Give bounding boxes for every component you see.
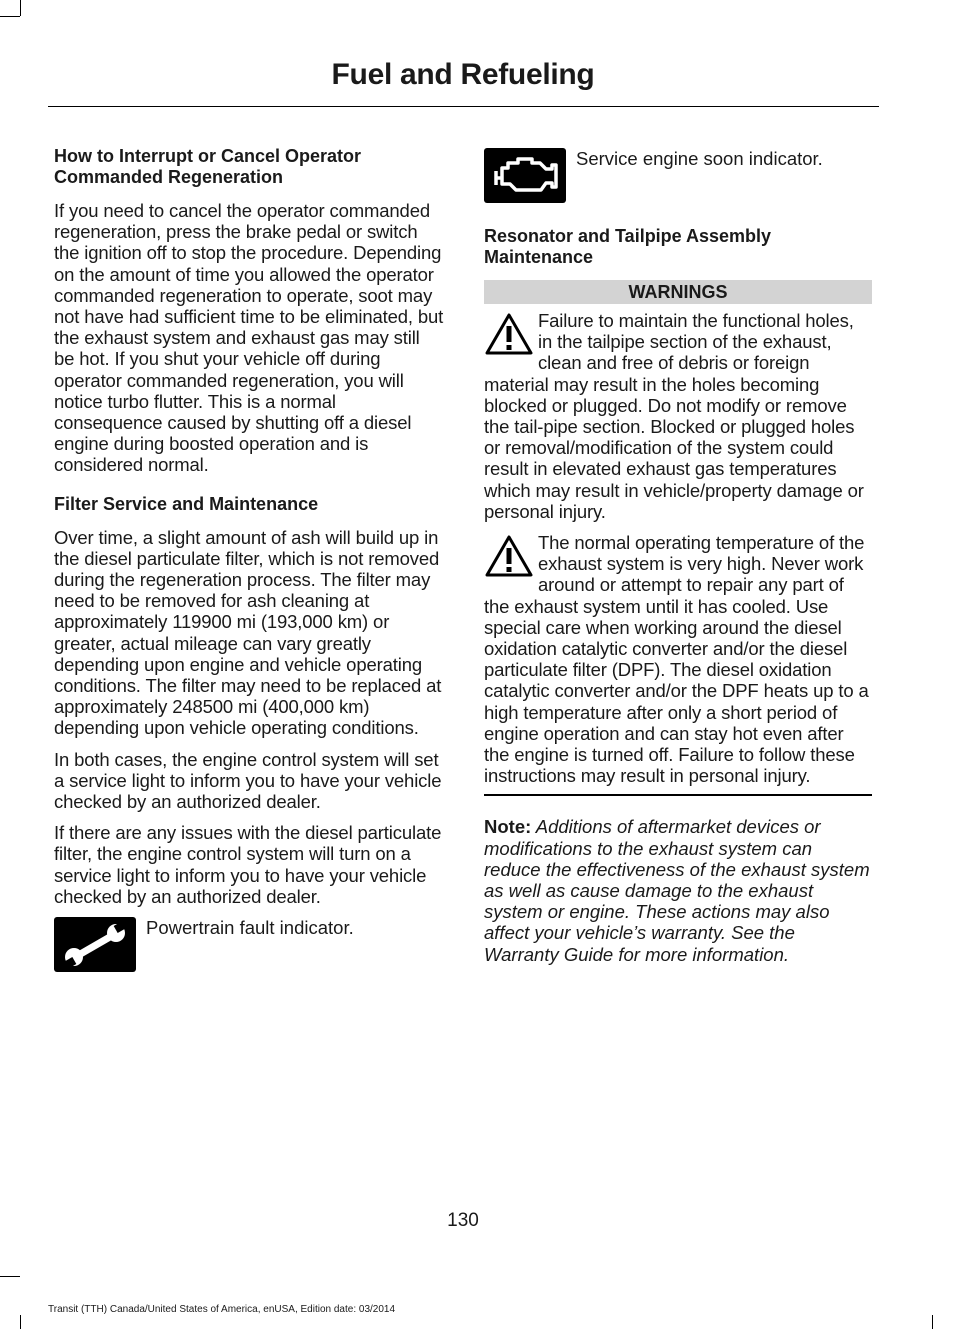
crop-mark	[932, 1315, 933, 1329]
section-heading: How to Interrupt or Cancel Operator Commanded Regeneration	[54, 146, 362, 187]
paragraph: Over time, a slight amount of ash will build up in the diesel particulate filter, which is not removed during the regeneration process. The filter may need to be removed for ash cleaning at approximately 119900 mi (193,000 km) or greater, actual mileage can vary greatly depending upon engine and vehicle operating conditions. The filter may need to be replaced at approximately 248500 mi (400,000 km) depending upon vehicle operating conditions.	[54, 526, 442, 739]
footer-edition: Transit (TTH) Canada/United States of America, enUSA, Edition date: 03/2014	[48, 1304, 396, 1315]
warnings-header: WARNINGS	[484, 280, 872, 304]
crop-mark	[0, 1276, 20, 1277]
warning-triangle-icon	[484, 312, 534, 356]
paragraph: In both cases, the engine control system will set a service light to inform you to have your vehicle checked by an authorized dealer.	[54, 748, 442, 813]
right-column	[484, 146, 872, 965]
note-text: Additions of aftermarket devices or modifications to the exhaust system can reduce the effectiveness of the exhaust system as well as cause damage to the exhaust system or engine. These actions may also affect your vehicle’s warranty. See the Warranty Guide for more information.	[484, 816, 870, 965]
crop-mark	[20, 0, 21, 16]
paragraph: If there are any issues with the diesel particulate filter, the engine control system will turn on a service light to inform you to have your vehicle checked by an authorized dealer.	[54, 822, 442, 907]
wrench-icon	[54, 917, 136, 972]
warning-text: Failure to maintain the functional holes, in the tailpipe section of the exhaust, clean and free of debris or foreign material may result in the holes becoming blocked or plugged. Do not modify or remove the tail-pipe section. Blocked or plugged holes or removal/modification of the system could result in elevated exhaust gas temperatures which may result in vehicle/property damage or personal injury.	[484, 310, 864, 522]
warning-triangle-icon	[484, 534, 534, 578]
paragraph: If you need to cancel the operator commanded regeneration, press the brake pedal or switch the ignition off to stop the procedure. Depending on the amount of time you allowed the operator commanded regeneration to operate, soot may not have had sufficient time to be eliminated, but the exhaust system and exhaust gas may still be hot. If you shut your vehicle off during operator commanded regeneration, you will notice turbo flutter. This is a normal consequence caused by shutting off a diesel engine during boosted operation and is considered normal.	[54, 200, 444, 476]
powertrain-label: Powertrain fault indicator.	[146, 917, 354, 939]
service-label: Service engine soon indicator.	[576, 148, 823, 169]
note-label: Note:	[484, 816, 532, 838]
page-number: 130	[447, 1210, 479, 1231]
title-divider	[48, 106, 879, 107]
service-indicator-row	[484, 148, 872, 203]
engine-icon	[484, 148, 566, 203]
warning-text: The normal operating temperature of the exhaust system is very high. Never work around or attempt to repair any part of the exhaust system until it has cooled. Use special care when working around the diesel oxidation catalytic converter and/or the diesel particulate filter (DPF). The diesel oxidation catalytic converter and/or the DPF heats up to a high temperature after only a short period of engine operation and can stay hot even after the engine is turned off. Failure to follow these instructions may result in personal injury.	[484, 532, 869, 787]
crop-mark	[20, 1315, 21, 1329]
crop-mark	[0, 16, 20, 17]
section-heading: Filter Service and Maintenance	[54, 493, 319, 514]
section-heading: Resonator and Tailpipe Assembly Maintenance	[484, 226, 772, 267]
warning-item	[484, 310, 872, 522]
powertrain-indicator-row	[54, 917, 444, 972]
page-title: Fuel and Refueling	[331, 58, 595, 91]
left-column	[54, 146, 444, 972]
warnings-end-divider	[484, 794, 872, 796]
warning-item	[484, 532, 872, 786]
note	[484, 816, 872, 964]
